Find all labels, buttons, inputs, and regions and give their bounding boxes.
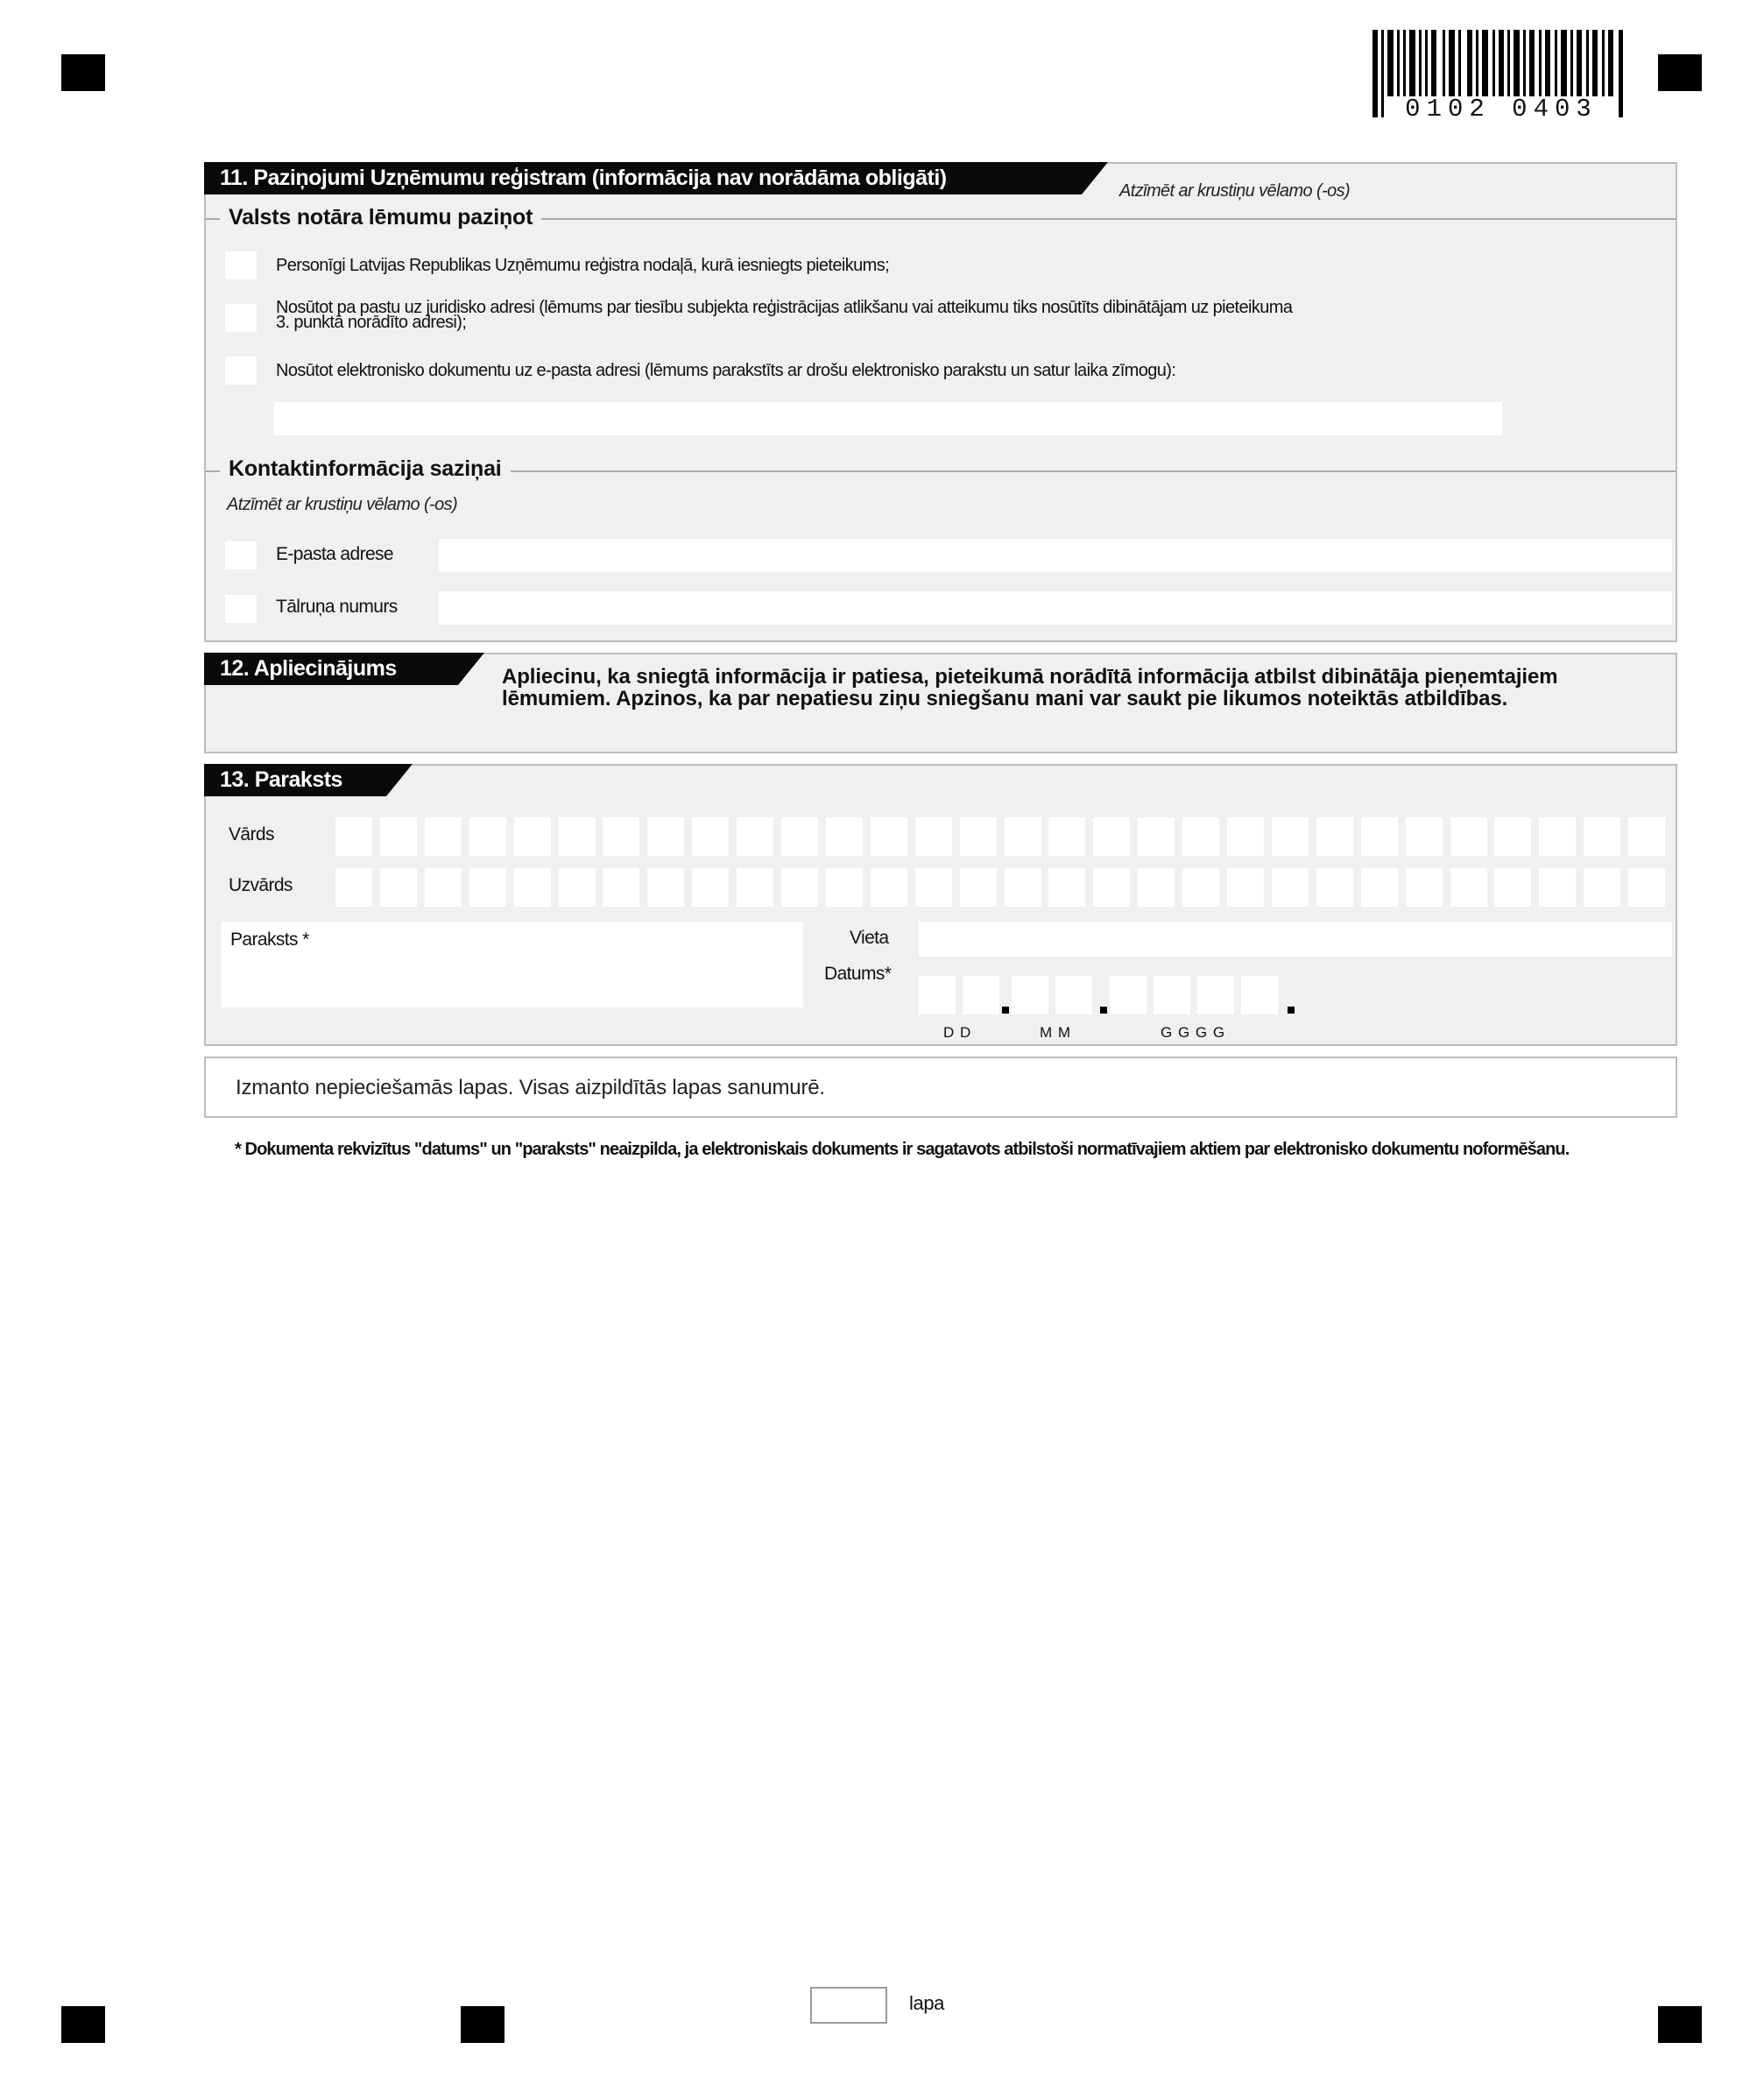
signature-label: Paraksts *: [230, 929, 309, 950]
registration-mark-bottom-left: [61, 2006, 105, 2043]
section-13-signature: [204, 764, 1677, 1046]
name-char-cell[interactable]: [335, 817, 372, 856]
surname-char-cell[interactable]: [335, 868, 372, 907]
date-label: Datums*: [824, 964, 892, 984]
name-char-cell[interactable]: [1182, 817, 1219, 856]
date-day-hint: D D: [943, 1024, 972, 1041]
date-month-1[interactable]: [1012, 976, 1048, 1014]
contact-email-checkbox[interactable]: [225, 541, 257, 569]
contact-email-input[interactable]: [439, 539, 1672, 572]
registration-mark-top-left: [61, 54, 105, 91]
surname-char-cell[interactable]: [1093, 868, 1130, 907]
name-char-cell[interactable]: [647, 817, 684, 856]
surname-char-cell[interactable]: [960, 868, 997, 907]
group-2-title: Kontaktinformācija saziņai: [220, 456, 511, 481]
section-11-header: 11. Paziņojumi Uzņēmumu reģistram (informācija nav norādāma obligāti): [204, 162, 1082, 194]
place-label: Vieta: [850, 928, 889, 948]
surname-char-cell[interactable]: [425, 868, 462, 907]
name-char-cell[interactable]: [1272, 817, 1309, 856]
note-text: Izmanto nepieciešamās lapas. Visas aizpildītās lapas sanumurē.: [236, 1076, 825, 1099]
name-char-cell[interactable]: [960, 817, 997, 856]
barcode-digits: 0102 0403: [1385, 96, 1618, 123]
name-char-cell[interactable]: [1494, 817, 1531, 856]
date-month-hint: M M: [1040, 1024, 1072, 1041]
note-box: [204, 1057, 1677, 1118]
contact-phone-label: Tālruņa numurs: [276, 597, 398, 617]
surname-char-cell[interactable]: [380, 868, 417, 907]
surname-char-cell[interactable]: [1227, 868, 1264, 907]
date-day-2[interactable]: [963, 976, 999, 1014]
place-input[interactable]: [919, 922, 1672, 957]
surname-char-cell[interactable]: [1450, 868, 1487, 907]
registration-mark-bottom-right: [1658, 2006, 1702, 2043]
surname-char-cell[interactable]: [1005, 868, 1041, 907]
registration-mark-top-right: [1658, 54, 1702, 91]
name-char-cell[interactable]: [1584, 817, 1620, 856]
name-char-cell[interactable]: [559, 817, 596, 856]
surname-char-cell[interactable]: [469, 868, 506, 907]
name-char-cell[interactable]: [380, 817, 417, 856]
surname-char-cell[interactable]: [826, 868, 863, 907]
page-number-input[interactable]: [810, 1987, 887, 2024]
section-13-header: 13. Paraksts: [204, 764, 386, 796]
date-separator-dot: [1288, 1007, 1295, 1014]
name-char-cell[interactable]: [1138, 817, 1175, 856]
option-by-post-label: Nosūtot pa pastu uz juridisko adresi (lēmums par tiesību subjekta reģistrācijas atlikšanu vai atteikumu tiks nosūtīts dibinātājam uz pieteikuma: [276, 298, 1293, 317]
option-by-email-checkbox[interactable]: [225, 357, 257, 385]
name-label: Vārds: [229, 824, 274, 845]
name-char-cell[interactable]: [603, 817, 639, 856]
date-day-1[interactable]: [919, 976, 956, 1014]
name-char-cell[interactable]: [1316, 817, 1353, 856]
option-by-email-label: Nosūtot elektronisko dokumentu uz e-pasta adresi (lēmums parakstīts ar drošu elektronisko parakstu un satur laika zīmogu):: [276, 361, 1176, 380]
surname-char-cell[interactable]: [514, 868, 551, 907]
name-char-cell[interactable]: [781, 817, 818, 856]
name-char-cell[interactable]: [1005, 817, 1041, 856]
name-char-cell[interactable]: [692, 817, 729, 856]
surname-char-cell[interactable]: [1182, 868, 1219, 907]
surname-char-cell[interactable]: [737, 868, 773, 907]
name-char-cell[interactable]: [1048, 817, 1085, 856]
name-char-cell[interactable]: [514, 817, 551, 856]
option-by-post-checkbox[interactable]: [225, 304, 257, 332]
contact-phone-checkbox[interactable]: [225, 595, 257, 623]
surname-char-cell[interactable]: [871, 868, 907, 907]
date-year-2[interactable]: [1154, 976, 1190, 1014]
decision-email-input[interactable]: [274, 402, 1502, 435]
surname-char-cell[interactable]: [1048, 868, 1085, 907]
date-year-hint: G G G G: [1161, 1024, 1226, 1041]
surname-char-cell[interactable]: [1584, 868, 1620, 907]
barcode: [1372, 30, 1625, 124]
registration-mark-bottom-middle: [461, 2006, 505, 2043]
date-year-1[interactable]: [1110, 976, 1147, 1014]
surname-char-cell[interactable]: [1406, 868, 1443, 907]
surname-char-cell[interactable]: [1494, 868, 1531, 907]
date-month-2[interactable]: [1055, 976, 1092, 1014]
name-char-cell[interactable]: [425, 817, 462, 856]
name-char-cell[interactable]: [915, 817, 952, 856]
surname-char-cell[interactable]: [781, 868, 818, 907]
date-year-4[interactable]: [1241, 976, 1278, 1014]
surname-char-cell[interactable]: [1316, 868, 1353, 907]
surname-char-cell[interactable]: [1138, 868, 1175, 907]
surname-label: Uzvārds: [229, 875, 293, 895]
section-12-header: 12. Apliecinājums: [204, 653, 458, 685]
date-year-3[interactable]: [1197, 976, 1234, 1014]
surname-char-cell[interactable]: [692, 868, 729, 907]
contact-email-label: E-pasta adrese: [276, 544, 394, 564]
option-by-post-label-cont: 3. punktā norādīto adresi);: [276, 313, 467, 332]
name-char-cell[interactable]: [1406, 817, 1443, 856]
footnote: * Dokumenta rekvizītus "datums" un "paraksts" neaizpilda, ja elektroniskais dokuments ir sagatavots atbilstoši normatīvajiem aktiem par elektronisko dokumentu noformēšanu.: [235, 1140, 1570, 1159]
surname-char-cell[interactable]: [1539, 868, 1576, 907]
name-char-cell[interactable]: [871, 817, 907, 856]
name-char-cell[interactable]: [1450, 817, 1487, 856]
group-2-hint: Atzīmēt ar krustiņu vēlamo (-os): [227, 495, 458, 514]
surname-char-cell[interactable]: [1361, 868, 1398, 907]
name-char-cell[interactable]: [469, 817, 506, 856]
surname-char-cell[interactable]: [915, 868, 952, 907]
section-11-notifications: [204, 162, 1677, 642]
name-char-cell[interactable]: [826, 817, 863, 856]
page-label: lapa: [909, 1992, 944, 2014]
section-11-hint: Atzīmēt ar krustiņu vēlamo (-os): [1119, 181, 1351, 201]
surname-char-cell[interactable]: [647, 868, 684, 907]
date-separator-dot: [1100, 1007, 1107, 1014]
surname-char-cell[interactable]: [1272, 868, 1309, 907]
name-char-cell[interactable]: [737, 817, 773, 856]
surname-char-cell[interactable]: [559, 868, 596, 907]
contact-phone-input[interactable]: [439, 591, 1672, 625]
name-char-cell[interactable]: [1093, 817, 1130, 856]
name-char-cell[interactable]: [1539, 817, 1576, 856]
option-in-person-label: Personīgi Latvijas Republikas Uzņēmumu reģistra nodaļā, kurā iesniegts pieteikums;: [276, 256, 890, 275]
group-1-title: Valsts notāra lēmumu paziņot: [220, 205, 541, 230]
name-char-cell[interactable]: [1361, 817, 1398, 856]
surname-char-cell[interactable]: [1628, 868, 1665, 907]
date-separator-dot: [1002, 1007, 1009, 1014]
name-char-cell[interactable]: [1227, 817, 1264, 856]
name-char-cell[interactable]: [1628, 817, 1665, 856]
option-in-person-checkbox[interactable]: [225, 251, 257, 279]
declaration-text: Apliecinu, ka sniegtā informācija ir patiesa, pieteikumā norādītā informācija atbilst dibinātāja pieņemtajiem lēmumiem. Apzinos, ka par nepatiesu ziņu sniegšanu mani var saukt pie likumos noteiktās atbildības.: [502, 665, 1558, 710]
surname-char-cell[interactable]: [603, 868, 639, 907]
